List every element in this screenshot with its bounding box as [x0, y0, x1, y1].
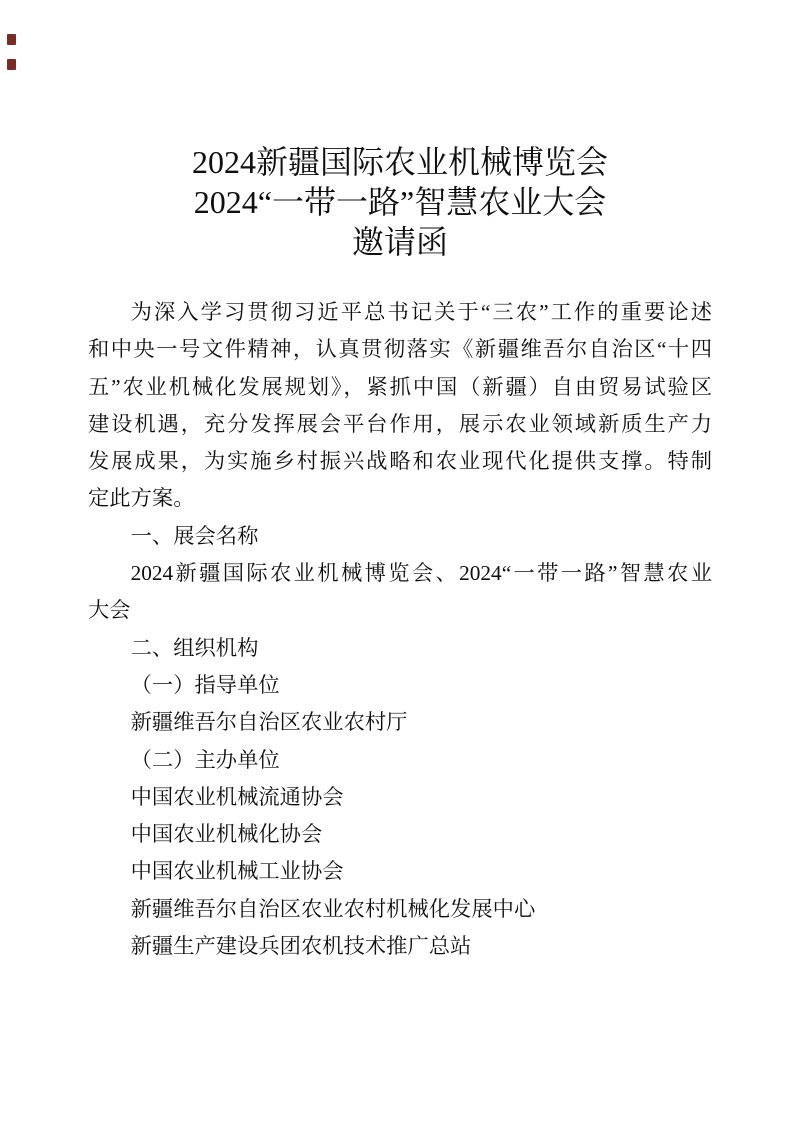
red-speck-top-icon — [7, 34, 16, 45]
body-line: 中国农业机械化协会 — [130, 822, 323, 847]
body-line: 五”农业机械化发展规划》，紧抓中国（新疆）自由贸易试验区 — [88, 374, 712, 399]
title-line: 2024新疆国际农业机械博览会 — [191, 144, 608, 180]
document-title — [88, 142, 712, 262]
body-line: 2024新疆国际农业机械博览会、2024“一带一路”智慧农业 — [130, 561, 712, 586]
body-line: 新疆生产建设兵团农机技术推广总站 — [130, 934, 472, 959]
body-line: 定此方案。 — [88, 486, 195, 511]
body-line: 中国农业机械工业协会 — [130, 859, 344, 884]
title-line: 2024“一带一路”智慧农业大会 — [193, 184, 607, 220]
body-line: 二、组织机构 — [130, 635, 259, 660]
red-speck-bottom-icon — [7, 59, 16, 70]
document-body — [88, 294, 712, 965]
body-line: 一、展会名称 — [130, 523, 259, 548]
title-line: 邀请函 — [351, 224, 448, 260]
body-line: （二）主办单位 — [130, 747, 280, 772]
body-line: （一）指导单位 — [130, 672, 280, 697]
body-line: 为深入学习贯彻习近平总书记关于“三农”工作的重要论述 — [130, 300, 712, 324]
body-line: 和中央一号文件精神，认真贯彻落实《新疆维吾尔自治区“十四 — [88, 337, 712, 362]
body-line: 大会 — [88, 598, 131, 623]
body-line: 发展成果，为实施乡村振兴战略和农业现代化提供支撑。特制 — [88, 449, 712, 474]
body-line: 新疆维吾尔自治区农业农村机械化发展中心 — [130, 896, 536, 921]
body-line: 中国农业机械流通协会 — [130, 784, 344, 809]
body-line: 建设机遇，充分发挥展会平台作用，展示农业领域新质生产力 — [88, 411, 712, 436]
body-line: 新疆维吾尔自治区农业农村厅 — [130, 710, 408, 735]
